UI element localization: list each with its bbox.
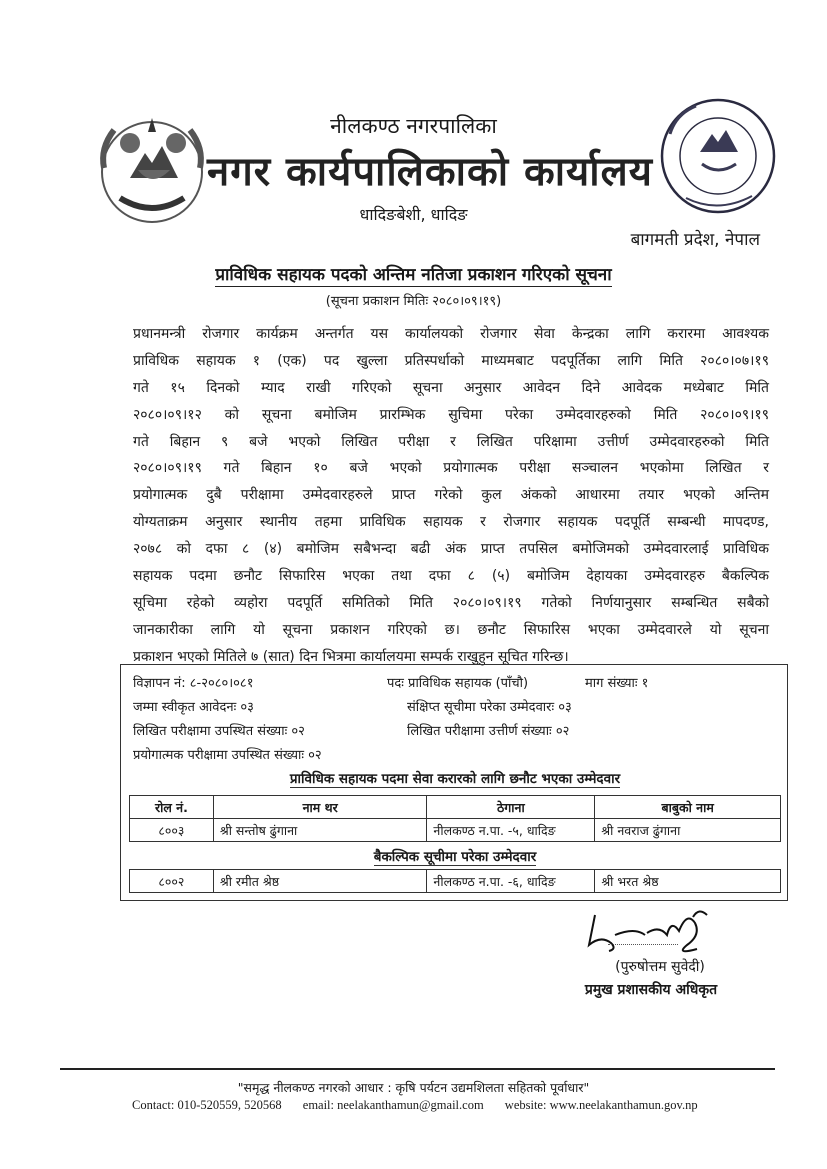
body-line: २०८०।०९।१९ गते बिहान १० बजे भएको प्रयोगात्मक परीक्षा सञ्चालन भएकोमा लिखित र <box>133 460 769 477</box>
office-title: नगर कार्यपालिकाको कार्यालय <box>207 149 653 195</box>
father-name: श्री नवराज ढुंगाना <box>595 819 781 842</box>
signature-line <box>608 944 678 945</box>
table-row <box>130 870 781 893</box>
column-header: नाम थर <box>213 796 427 819</box>
alternate-heading-text: बैकल्पिक सूचीमा परेका उम्मेदवार <box>373 849 537 865</box>
notice-body <box>133 321 769 671</box>
body-line: सूचिमा रहेको व्यहोरा पदपूर्ति समितिको मिति २०८०।०९।१९ गतेको निर्णयानुसार सम्बन्धित सबैको <box>133 594 769 611</box>
footer-contact <box>132 1098 716 1113</box>
selected-heading-text: प्राविधिक सहायक पदमा सेवा करारको लागि छनौट भएका उम्मेदवार <box>289 771 621 787</box>
body-line: प्राविधिक सहायक १ (एक) पद खुल्ला प्रतिस्पर्धाको माध्यमबाट पदपूर्तिका लागि मिति २०८०।०७।१९ <box>133 352 769 369</box>
father-name: श्री भरत श्रेष्ठ <box>595 870 781 893</box>
vacancy-info-box <box>120 664 788 901</box>
body-line: योग्यताक्रम अनुसार स्थानीय तहमा प्राविधिक सहायक र रोजगार सहायक पदपूर्ति सम्बन्धी मापदण्ड, <box>133 514 769 531</box>
demand-count: माग संख्याः १ <box>585 676 649 691</box>
shortlisted-count: संक्षिप्त सूचीमा परेका उम्मेदवारः ०३ <box>407 700 572 715</box>
selected-candidates-table <box>129 795 781 842</box>
candidate-name: श्री रमीत श्रेष्ठ <box>213 870 427 893</box>
advert-number: विज्ञापन नं: ८-२०८०।०८१ <box>133 676 254 691</box>
body-line: २०८०।०९।१२ को सूचना बमोजिम प्रारम्भिक सुचिमा परेका उम्मेदवारहरुको मिति २०८०।०९।१९ <box>133 406 769 423</box>
body-line: प्रयोगात्मक दुबै परीक्षामा उम्मेदवारहरुले प्राप्त गरेको कुल अंकको आधारमा तयार भएको अन्तिम <box>133 487 769 504</box>
body-line: सहायक पदमा छनौट सिफारिस भएका तथा दफा ८ (५) बमोजिम देहायका उम्मेदवारहरु बैकल्पिक <box>133 568 769 585</box>
roll-number: ८००३ <box>130 819 214 842</box>
candidate-name: श्री सन्तोष ढुंगाना <box>213 819 427 842</box>
column-header: बाबुको नाम <box>595 796 781 819</box>
table-row <box>130 819 781 842</box>
body-line: गते १५ दिनको म्याद राखी गरिएको सूचना अनुसार आवेदन दिने आवेदक मध्येबाट मिति <box>133 379 769 396</box>
written-passed-count: लिखित परीक्षामा उत्तीर्ण संख्याः ०२ <box>407 724 570 739</box>
signature-mark <box>575 905 725 960</box>
post-name: पदः प्राविधिक सहायक (पाँचौ) <box>387 676 529 691</box>
candidate-address: नीलकण्ठ न.पा. -६, धादिङ <box>427 870 595 893</box>
contact-website[interactable]: website: www.neelakanthamun.gov.np <box>504 1098 698 1112</box>
municipality-name: नीलकण्ठ नगरपालिका <box>330 114 497 138</box>
office-address: धादिङबेशी, धादिङ <box>359 205 468 224</box>
written-present-count: लिखित परीक्षामा उपस्थित संख्याः ०२ <box>133 724 305 739</box>
applications-count: जम्मा स्वीकृत आवेदनः ०३ <box>133 700 254 715</box>
office-seal-icon <box>656 94 780 218</box>
signatory-name: (पुरुषोत्तम सुवेदी) <box>615 959 705 975</box>
alternate-heading <box>121 847 789 865</box>
notice-title-text: प्राविधिक सहायक पदको अन्तिम नतिजा प्रकाशन गरिएको सूचना <box>215 265 612 285</box>
body-line: जानकारीका लागि यो सूचना प्रकाशन गरिएको छ। छनौट सिफारिस भएका उम्मेदवारले यो सूचना <box>133 621 769 638</box>
body-line: प्रधानमन्त्री रोजगार कार्यक्रम अन्तर्गत यस कार्यालयको रोजगार सेवा केन्द्रका लागि करारमा आवश्यक <box>133 326 769 342</box>
footer-divider <box>60 1068 775 1070</box>
body-line: प्रकाशन भएको मितिले ७ (सात) दिन भित्रमा कार्यालयमा सम्पर्क राखुहुन सूचित गरिन्छ। <box>133 648 569 665</box>
roll-number: ८००२ <box>130 870 214 893</box>
selected-heading <box>121 769 789 787</box>
contact-phone: Contact: 010-520559, 520568 <box>132 1098 282 1112</box>
body-line: गते बिहान ९ बजे भएको लिखित परीक्षा र लिखित परिक्षामा उत्तीर्ण उम्मेदवारहरुको मिति <box>133 433 769 450</box>
body-line: २०७८ को दफा ८ (४) बमोजिम सबैभन्दा बढी अंक प्राप्त तपसिल बमोजिमको उम्मेदवारलाई प्राविधिक <box>133 541 769 558</box>
column-header: ठेगाना <box>427 796 595 819</box>
column-header: रोल नं. <box>130 796 214 819</box>
province: बागमती प्रदेश, नेपाल <box>630 230 760 250</box>
contact-email[interactable]: email: neelakanthamun@gmail.com <box>302 1098 484 1112</box>
candidate-address: नीलकण्ठ न.पा. -५, धादिङ <box>427 819 595 842</box>
notice-title <box>0 262 827 285</box>
notice-date: (सूचना प्रकाशन मितिः २०८०।०९।१९) <box>325 294 502 309</box>
alternate-candidates-table <box>129 869 781 893</box>
table-header-row <box>130 796 781 819</box>
practical-present-count: प्रयोगात्मक परीक्षामा उपस्थित संख्याः ०२ <box>133 748 322 763</box>
footer-slogan: "समृद्ध नीलकण्ठ नगरको आधार : कृषि पर्यटन उद्यमशिलता सहितको पूर्वाधार" <box>237 1080 590 1095</box>
signatory-title: प्रमुख प्रशासकीय अधिकृत <box>584 982 718 998</box>
